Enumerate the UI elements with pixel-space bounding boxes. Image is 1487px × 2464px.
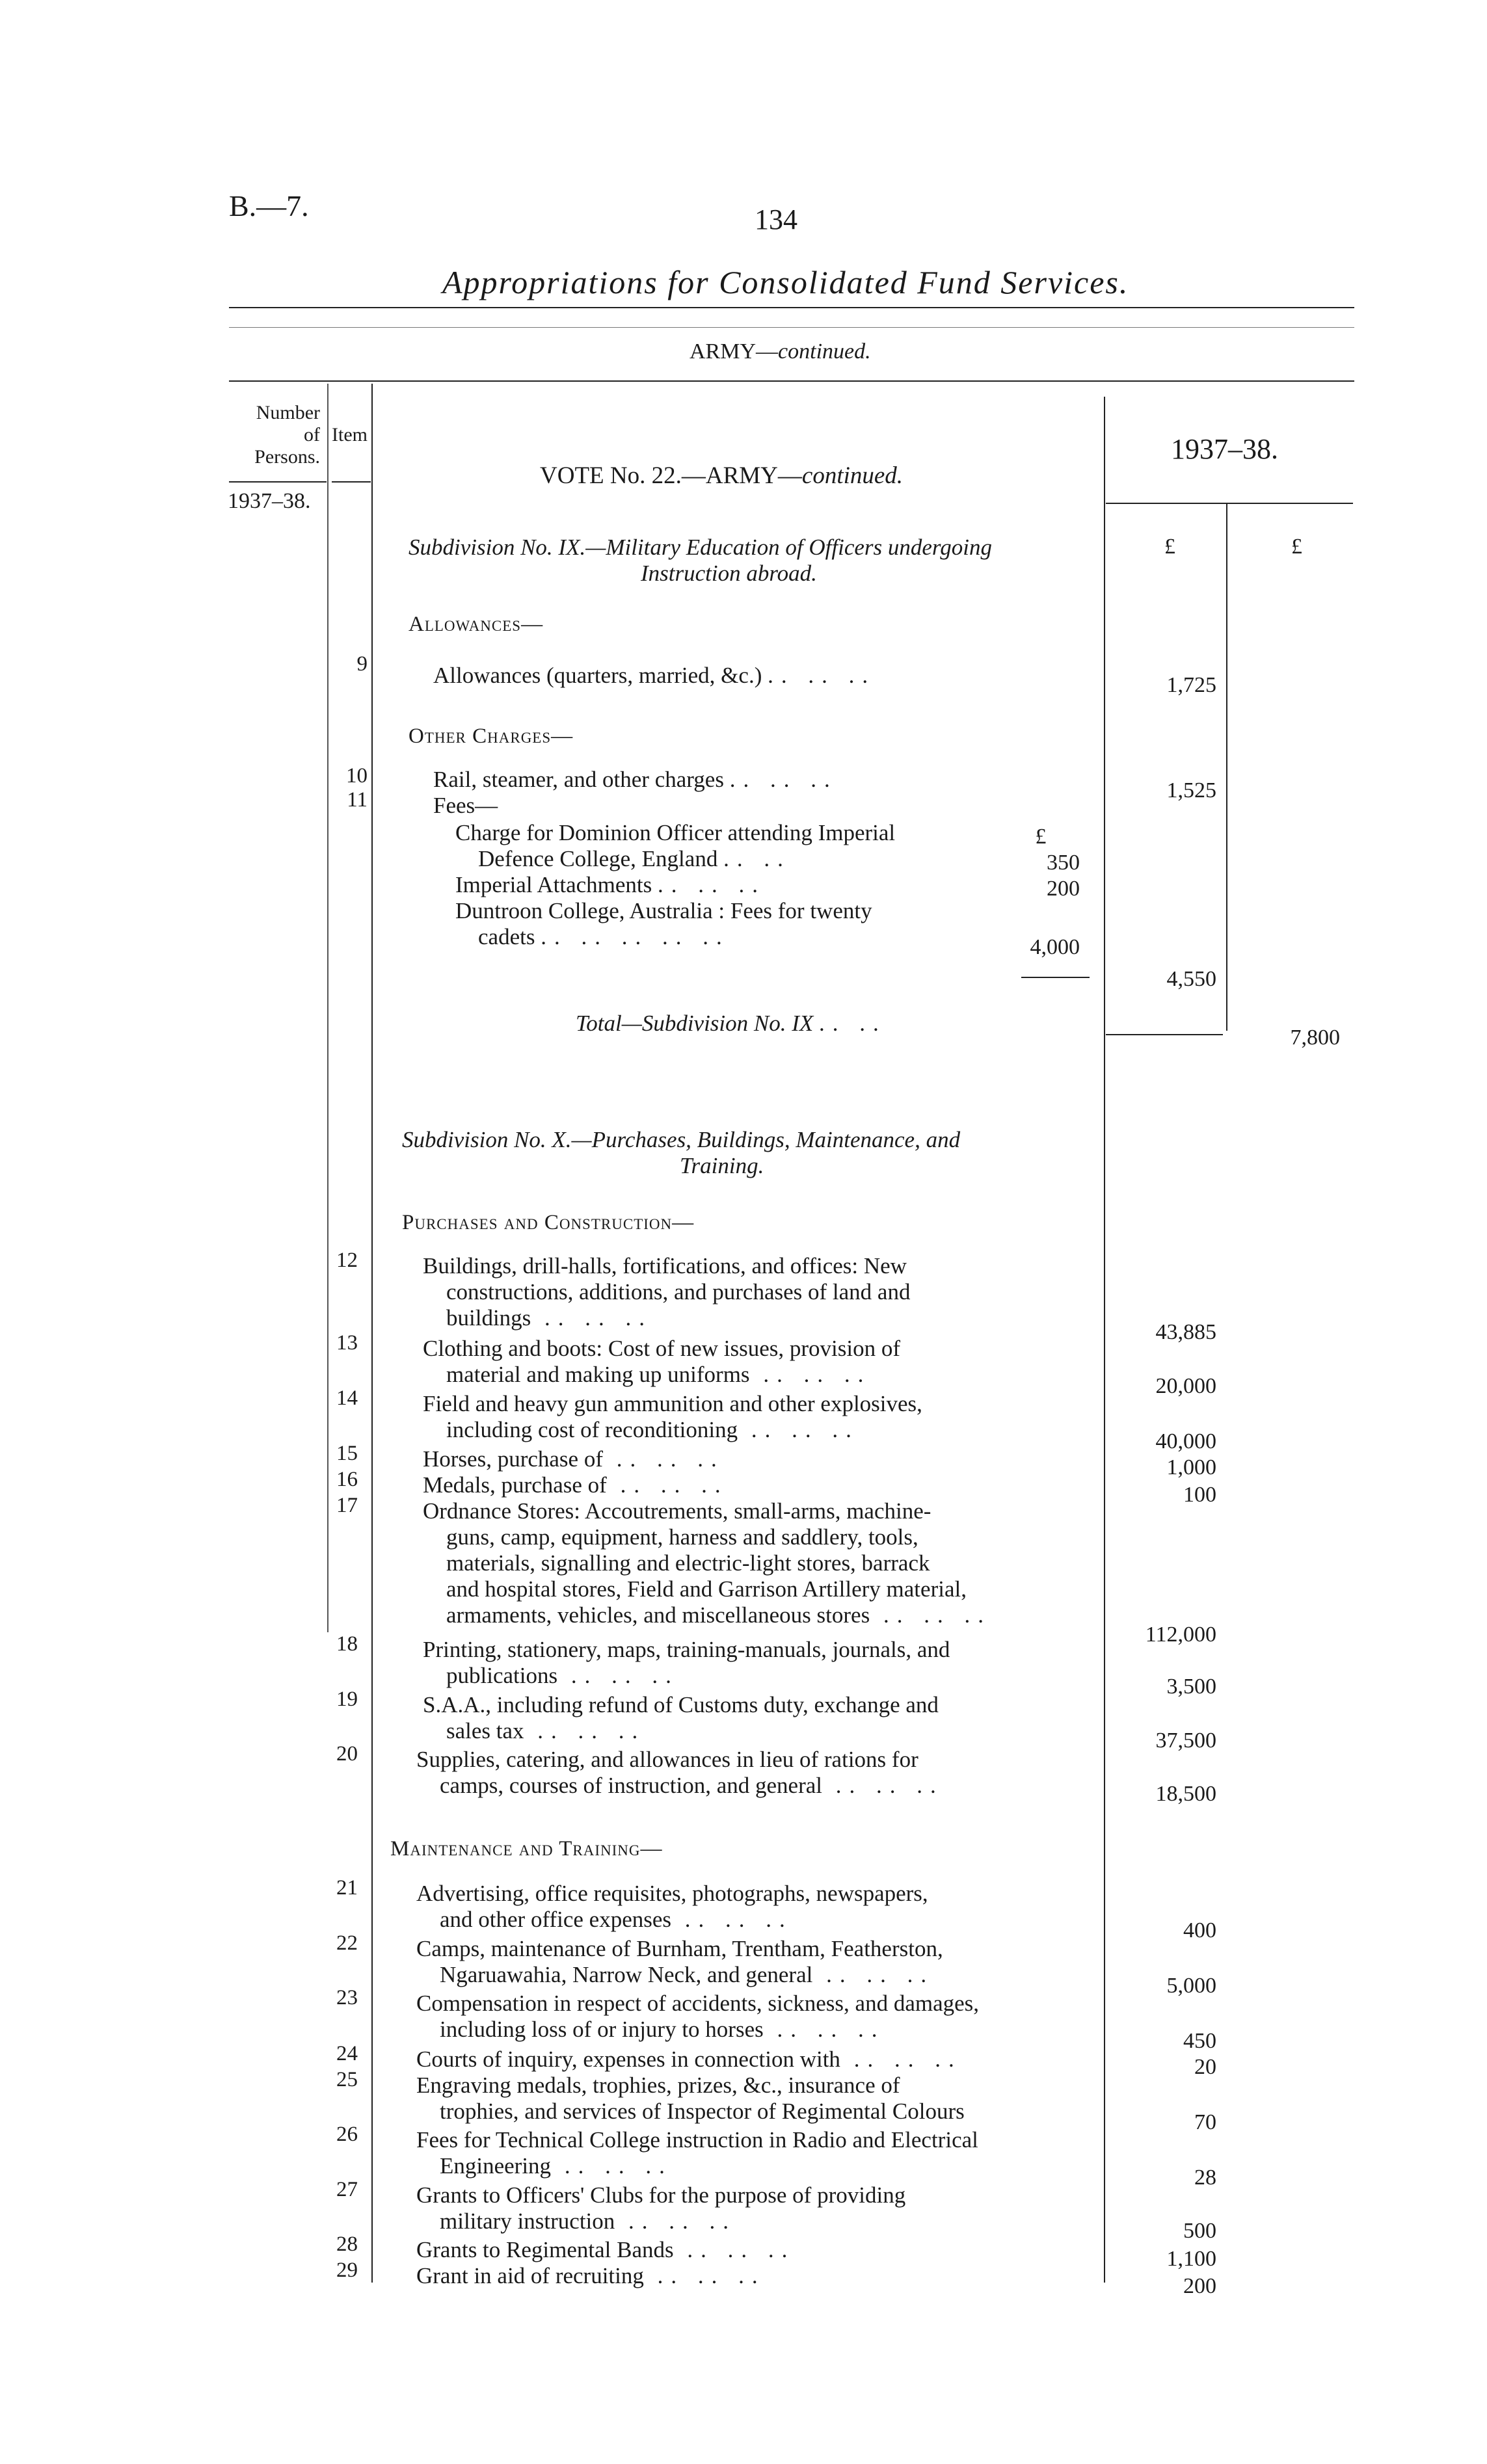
item-17-amount: 112,000 <box>1145 1623 1216 1647</box>
item-17-line-2: guns, camp, equipment, harness and saddlery, tools, <box>446 1524 918 1550</box>
page-number: 134 <box>755 204 797 235</box>
item-24-amount: 20 <box>1194 2055 1216 2079</box>
item-19-amount: 37,500 <box>1155 1729 1216 1753</box>
item-9-number: 9 <box>356 652 368 676</box>
sub10-title-2: Training. <box>680 1153 764 1178</box>
item-22-line-2: Ngaruawahia, Narrow Neck, and general .. .. .. <box>440 1962 935 1987</box>
item-12-number: 12 <box>336 1249 358 1272</box>
item-29-line-1: Grant in aid of recruiting .. .. .. <box>416 2263 766 2288</box>
persons-line-1: Number <box>256 402 320 423</box>
item-13-line-1: Clothing and boots: Cost of new issues, provision of <box>423 1336 901 1361</box>
vote-heading: VOTE No. 22.—ARMY—continued. <box>540 462 904 489</box>
fees-total-amount: 4,550 <box>1166 967 1216 991</box>
item-12-line-1: Buildings, drill-halls, fortifications, and offices: New <box>423 1253 907 1278</box>
year-left: 1937–38. <box>228 489 311 513</box>
persons-line-3: Persons. <box>254 446 320 468</box>
leader-dots: .. .. .. <box>531 1305 653 1331</box>
item-24-line-1: Courts of inquiry, expenses in connection with .. .. .. <box>416 2047 962 2072</box>
sub9-title-2: Instruction abroad. <box>641 561 817 586</box>
item-16-number: 16 <box>336 1468 358 1491</box>
item-24-number: 24 <box>336 2042 358 2065</box>
fees-label: Fees— <box>433 793 498 818</box>
leader-dots: .. .. .. <box>671 1907 793 1932</box>
item-21-line-1: Advertising, office requisites, photographs, newspapers, <box>416 1881 928 1906</box>
item-12-amount: 43,885 <box>1155 1320 1216 1344</box>
item-22-number: 22 <box>336 1931 358 1955</box>
fee-2-amount: 200 <box>1047 877 1080 901</box>
item-23-amount: 450 <box>1183 2029 1216 2053</box>
item-26-amount: 28 <box>1194 2166 1216 2190</box>
sub9-total-amount: 7,800 <box>1290 1026 1340 1050</box>
item-13-line-2: material and making up uniforms .. .. .. <box>446 1362 872 1387</box>
item-15-number: 15 <box>336 1442 358 1465</box>
item-13-amount: 20,000 <box>1155 1374 1216 1398</box>
item-25-number: 25 <box>336 2068 358 2091</box>
leader-dots: .. .. .. <box>738 1417 859 1442</box>
item-14-amount: 40,000 <box>1155 1429 1216 1453</box>
amount-col-rule <box>1226 504 1227 1031</box>
fee-1-amount: 350 <box>1047 851 1080 875</box>
section-heading: ARMY—continued. <box>690 339 871 364</box>
item-27-number: 27 <box>336 2178 358 2201</box>
title-rule-2 <box>229 327 1354 328</box>
persons-line-2: of <box>304 424 320 445</box>
item-28-amount: 1,100 <box>1166 2247 1216 2271</box>
item-27-line-2: military instruction .. .. .. <box>440 2208 737 2234</box>
item-28-number: 28 <box>336 2232 358 2256</box>
item-10-text: Rail, steamer, and other charges .. .. .. <box>433 767 838 792</box>
item-19-line-2: sales tax .. .. .. <box>446 1718 646 1743</box>
item-13-number: 13 <box>336 1331 358 1355</box>
leader-dots: .. .. .. <box>822 1773 944 1798</box>
item-17-line-1: Ordnance Stores: Accoutrements, small-arms, machine- <box>423 1498 931 1524</box>
leader-dots: .. .. .. <box>606 1472 729 1498</box>
item-21-number: 21 <box>336 1876 358 1900</box>
leader-dots: .. .. .. <box>643 2263 766 2288</box>
persons-underline <box>229 481 327 483</box>
item-14-line-1: Field and heavy gun ammunition and other explosives, <box>423 1391 922 1416</box>
item-21-amount: 400 <box>1183 1918 1216 1942</box>
leader-dots: .. .. .. <box>763 2017 885 2042</box>
item-23-number: 23 <box>336 1986 358 2009</box>
item-23-line-2: including loss of or injury to horses .. .. .. <box>440 2017 885 2042</box>
leader-dots: .. .. .. <box>603 1446 725 1472</box>
fee-1-line-1: Charge for Dominion Officer attending Imperial <box>455 820 896 845</box>
year-right: 1937–38. <box>1171 433 1278 465</box>
item-20-number: 20 <box>336 1742 358 1766</box>
sub10-title-1: Subdivision No. X.—Purchases, Buildings, Maintenance, and <box>402 1127 961 1152</box>
item-18-line-2: publications .. .. .. <box>446 1663 679 1688</box>
page-title: Appropriations for Consolidated Fund Services. <box>442 264 1129 300</box>
item-25-amount: 70 <box>1194 2110 1216 2134</box>
item-14-line-2: including cost of reconditioning .. .. .. <box>446 1417 859 1442</box>
item-19-number: 19 <box>336 1688 358 1711</box>
fee-pound-sign: £ <box>1035 825 1047 849</box>
item-19-line-1: S.A.A., including refund of Customs duty, exchange and <box>423 1692 939 1717</box>
item-21-line-2: and other office expenses .. .. .. <box>440 1907 793 1932</box>
year-right-rule <box>1106 503 1353 504</box>
fee-3-amount: 4,000 <box>1030 935 1080 959</box>
detail-col-rule <box>1104 397 1105 2283</box>
leader-dots: .. .. .. <box>557 1663 679 1688</box>
item-10-amount: 1,525 <box>1166 778 1216 802</box>
item-header: Item <box>332 424 368 445</box>
item-9-text: Allowances (quarters, married, &c.) .. .. .. <box>433 663 876 688</box>
item-23-line-1: Compensation in respect of accidents, sickness, and damages, <box>416 1991 980 2016</box>
item-26-line-1: Fees for Technical College instruction in Radio and Electrical <box>416 2127 978 2153</box>
item-16-amount: 100 <box>1183 1483 1216 1507</box>
item-17-line-3: materials, signalling and electric-light stores, barrack <box>446 1550 930 1576</box>
leader-dots: .. .. .. <box>673 2237 796 2262</box>
item-18-line-1: Printing, stationery, maps, training-manuals, journals, and <box>423 1637 950 1662</box>
item-underline <box>332 481 371 483</box>
leader-dots: .. .. .. <box>551 2153 673 2179</box>
item-9-amount: 1,725 <box>1166 673 1216 697</box>
leader-dots: .. .. .. <box>812 1962 935 1987</box>
subtotal-rule <box>1106 1034 1223 1035</box>
item-29-amount: 200 <box>1183 2274 1216 2298</box>
item-16-line-1: Medals, purchase of .. .. .. <box>423 1472 729 1498</box>
currency-col-2: £ <box>1291 535 1302 559</box>
fee-2-text: Imperial Attachments .. .. .. <box>455 872 766 897</box>
fee-3-line-1: Duntroon College, Australia : Fees for twenty <box>455 898 872 923</box>
item-25-line-1: Engraving medals, trophies, prizes, &c., insurance of <box>416 2073 900 2098</box>
item-27-line-1: Grants to Officers' Clubs for the purpose of providing <box>416 2182 906 2208</box>
item-17-number: 17 <box>336 1494 358 1517</box>
fee-1-line-2: Defence College, England .. .. <box>478 846 791 871</box>
item-15-amount: 1,000 <box>1166 1455 1216 1479</box>
item-26-number: 26 <box>336 2123 358 2146</box>
item-28-line-1: Grants to Regimental Bands .. .. .. <box>416 2237 796 2262</box>
item-12-line-3: buildings .. .. .. <box>446 1305 653 1331</box>
leader-dots: .. .. .. <box>615 2208 737 2234</box>
leader-dots: .. .. .. <box>870 1602 991 1628</box>
title-rule <box>229 307 1354 308</box>
item-10-number: 10 <box>346 764 368 788</box>
leader-dots: .. .. .. <box>524 1718 646 1743</box>
item-17-line-5: armaments, vehicles, and miscellaneous stores .. .. .. <box>446 1602 991 1628</box>
item-col-rule <box>371 384 373 2283</box>
other-charges-heading: Other Charges— <box>409 724 574 748</box>
persons-header <box>229 402 320 468</box>
item-20-line-2: camps, courses of instruction, and general .. .. .. <box>440 1773 944 1798</box>
item-14-number: 14 <box>336 1386 358 1410</box>
sub9-title-1: Subdivision No. IX.—Military Education of Officers undergoing <box>409 535 992 560</box>
item-18-amount: 3,500 <box>1166 1675 1216 1699</box>
item-15-line-1: Horses, purchase of .. .. .. <box>423 1446 725 1472</box>
item-27-amount: 500 <box>1183 2219 1216 2243</box>
item-18-number: 18 <box>336 1632 358 1656</box>
item-12-line-2: constructions, additions, and purchases of land and <box>446 1279 911 1305</box>
fee-3-line-2: cadets .. .. .. .. .. <box>478 924 730 949</box>
page-ref: B.—7. <box>229 189 309 222</box>
item-20-line-1: Supplies, catering, and allowances in lieu of rations for <box>416 1747 918 1772</box>
leader-dots: .. .. .. <box>840 2047 962 2072</box>
item-22-line-1: Camps, maintenance of Burnham, Trentham, Featherston, <box>416 1936 943 1961</box>
item-22-amount: 5,000 <box>1166 1974 1216 1998</box>
currency-col-1: £ <box>1164 535 1175 559</box>
header-top-rule <box>229 380 1354 382</box>
item-26-line-2: Engineering .. .. .. <box>440 2153 673 2179</box>
sub9-total-label: Total—Subdivision No. IX .. .. <box>576 1011 887 1036</box>
leader-dots: .. .. .. <box>749 1362 872 1387</box>
maintenance-heading: Maintenance and Training— <box>390 1837 663 1861</box>
allowances-heading: Allowances— <box>409 613 544 636</box>
purchases-heading: Purchases and Construction— <box>402 1211 695 1234</box>
item-25-line-2: trophies, and services of Inspector of Regimental Colours <box>440 2099 965 2124</box>
fees-total-rule <box>1021 977 1090 978</box>
item-20-amount: 18,500 <box>1155 1782 1216 1806</box>
item-29-number: 29 <box>336 2259 358 2282</box>
item-17-line-4: and hospital stores, Field and Garrison Artillery material, <box>446 1576 967 1602</box>
item-11-number: 11 <box>347 788 368 812</box>
